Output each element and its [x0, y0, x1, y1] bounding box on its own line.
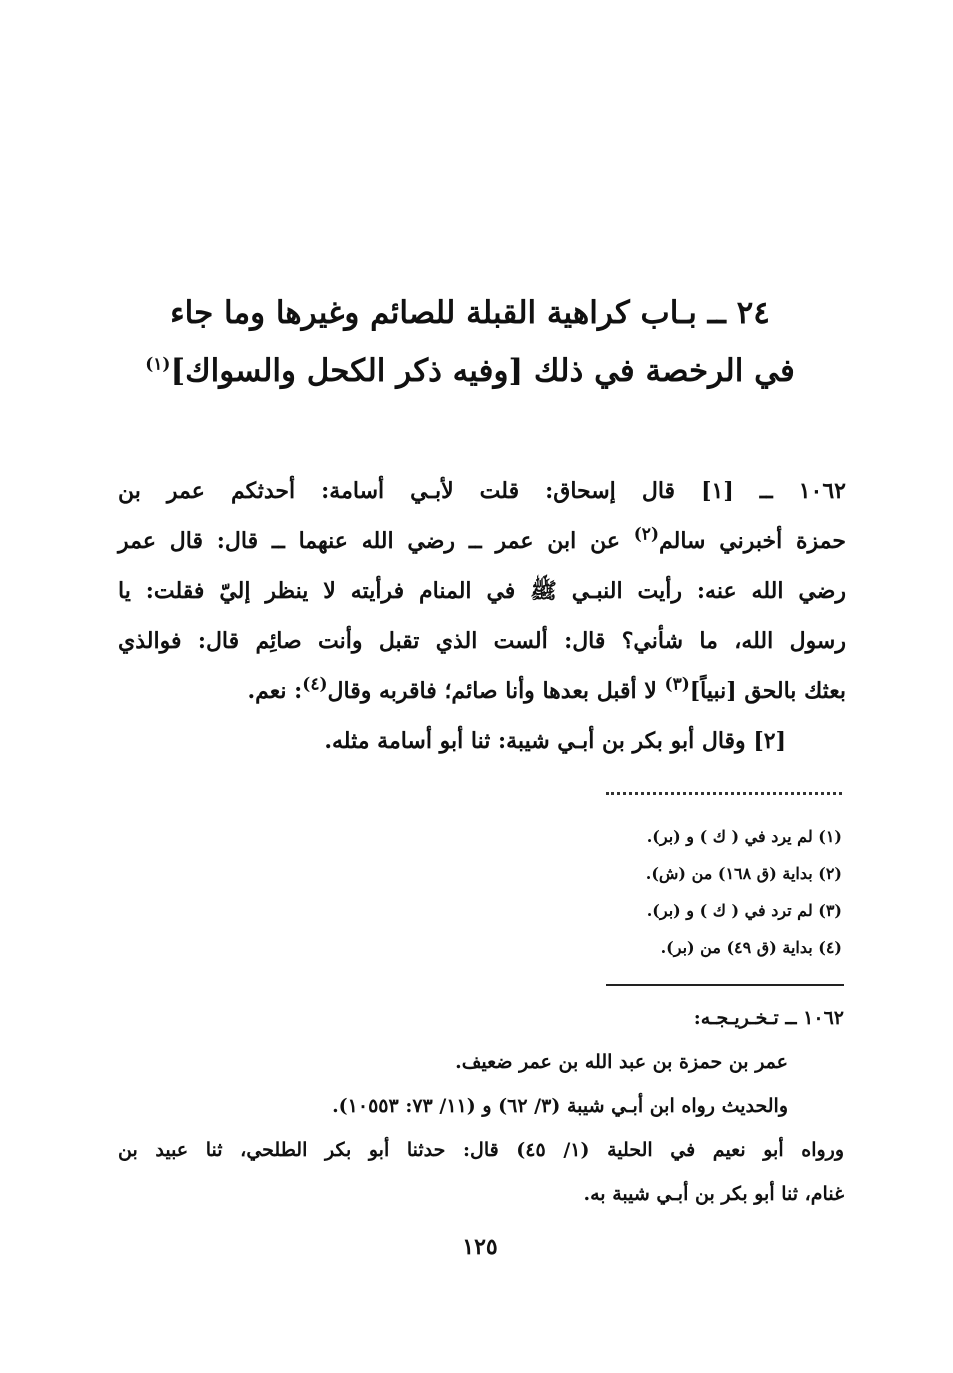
hadith-line-4: رسول الله، ما شأني؟ قال: ألست الذي تقبل وأنت صائِم قال: فوالذي: [118, 628, 846, 654]
hadith-line-6: [٢] وقال أبو بكر بن أبـي شيبة: ثنا أبو أسامة مثله.: [324, 728, 786, 754]
chapter-title-line-2: [110, 342, 830, 400]
hadith-text: [118, 466, 846, 766]
takhrij-line-3: ورواه أبو نعيم في الحلية (١/ ٤٥) قال: حدثنا أبو بكر الطلحي، ثنا عبيد بن: [118, 1139, 844, 1161]
footnote-ref-2: (٢): [633, 524, 659, 545]
takhrij-heading: ١٠٦٢ ــ تـخـريـجـه:: [693, 1007, 844, 1029]
footnote-3: (٣) لم ترد في ( ك ) و (بر).: [646, 901, 842, 920]
chapter-title: [110, 284, 830, 400]
takhrij-line-4: غنام، ثنا أبو بكر بن أبـي شيبة به.: [583, 1183, 844, 1205]
hadith-line-5: [118, 666, 846, 716]
page-number: ١٢٥: [462, 1234, 498, 1260]
footnote-ref-3: (٣): [664, 674, 690, 695]
footnote-ref-1: (١): [145, 354, 171, 375]
hadith-line-2-b: عن ابن عمر ــ رضي الله عنهما ــ قال: قال عمر: [118, 528, 620, 554]
hadith-line-2: [118, 516, 846, 566]
hadith-line-5-a: بعثك بالحق [نبياً]: [689, 678, 846, 704]
footnote-2: (٢) بداية (ق ١٦٨) من (ش).: [645, 864, 842, 883]
hadith-line-2-a: حمزة أخبرني سالم: [658, 528, 846, 554]
footnote-separator-dots: [606, 792, 842, 801]
takhrij-line-1: عمر بن حمزة بن عبد الله بن عمر ضعيف.: [455, 1051, 788, 1073]
takhrij-separator-rule: [606, 984, 844, 986]
hadith-line-5-c: : نعم.: [247, 678, 303, 704]
footnote-1: (١) لم يرد في ( ك ) و (بر).: [646, 827, 842, 846]
takhrij-section: [118, 996, 844, 1216]
hadith-line-3: رضي الله عنه: رأيت النبـي ﷺ في المنام فرأيته لا ينظر إليّ فقلت: يا: [118, 578, 846, 604]
footnote-ref-4: (٤): [302, 674, 328, 695]
chapter-title-line-2-text: في الرخصة في ذلك [وفيه ذكر الكحل والسواك]: [170, 353, 795, 389]
chapter-title-line-1: ٢٤ ــ بـاب كراهية القبلة للصائم وغيرها وما جاء: [170, 295, 770, 331]
footnotes: [420, 818, 842, 966]
hadith-line-5-b: لا أقبل بعدها وأنا صائم؛ فاقربه وقال: [327, 678, 657, 704]
footnote-4: (٤) بداية (ق ٤٩) من (بر).: [660, 938, 842, 957]
hadith-line-1: ١٠٦٢ ــ [١] قال إسحاق: قلت لأبـي أسامة: أحدثكم عمر بن: [118, 478, 846, 504]
takhrij-line-2: والحديث رواه ابن أبـي شيبة (٣/ ٦٢) و (١١/ ٧٣: ١٠٥٥٣).: [332, 1095, 788, 1117]
